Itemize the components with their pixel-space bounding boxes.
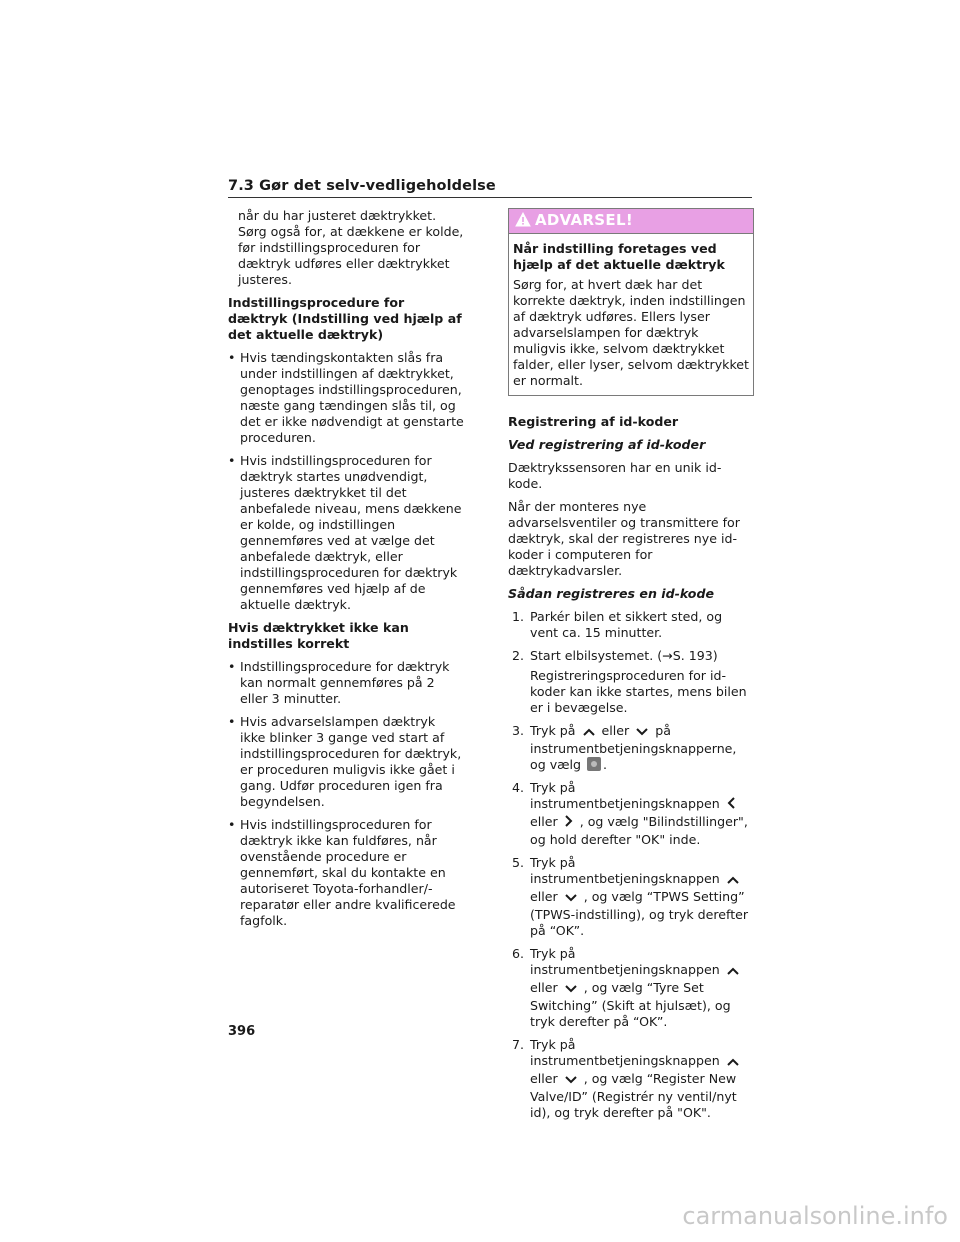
- settings-gear-icon: [587, 757, 601, 771]
- paragraph: Når der monteres nye advarselsventiler og transmittere for dæktryk, skal der registreres nye id-koder i computeren for dæktrykadvarsler.: [508, 499, 740, 578]
- step-text: , og vælg “TPWS Setting” (TPWS-indstilling), og tryk derefter på “OK”.: [530, 889, 749, 938]
- steps-list: [512, 609, 754, 1121]
- step-number: 2.: [512, 648, 525, 663]
- warning-title: Når indstilling foretages ved hjælp af det aktuelle dæktryk: [513, 241, 725, 272]
- bullet-list-1: [228, 350, 464, 613]
- step-text: Start elbilsystemet. (→S. 193): [530, 648, 718, 663]
- step-text: , og vælg "Bilindstillinger", og hold derefter "OK" inde.: [530, 814, 748, 847]
- page-number: 396: [228, 1024, 256, 1039]
- step-text: Parkér bilen et sikkert sted, og vent ca. 15 minutter.: [530, 609, 723, 640]
- step-item: [512, 723, 754, 773]
- chevron-down-icon: [564, 982, 578, 998]
- paragraph: Dæktrykssensoren har en unik id-kode.: [508, 460, 722, 491]
- step-text: .: [603, 757, 608, 772]
- step-text: , og vælg “Tyre Set Switching” (Skift at hjulsæt), og tryk derefter på “OK”.: [530, 980, 731, 1029]
- left-column: [228, 208, 464, 936]
- step-text: Tryk på instrumentbetjeningsknappen: [530, 855, 720, 886]
- list-item: • Hvis indstillingsproceduren for dæktryk ikke kan fuldføres, når ovenstående procedure er gennemført, skal du kontakte en autoriseret Toyota-forhandler/-reparatør eller andre kvalificerede fagfolk.: [228, 817, 464, 929]
- chevron-down-icon: [635, 725, 649, 741]
- chevron-up-icon: [726, 964, 740, 980]
- chevron-up-icon: [726, 1055, 740, 1071]
- step-item: [512, 855, 754, 939]
- step-text: eller: [530, 814, 558, 829]
- step-text: eller: [530, 889, 558, 904]
- list-item: • Hvis indstillingsproceduren for dæktryk startes unødvendigt, justeres dæktrykket til det anbefalede niveau, mens dækkene er kolde, og indstillingen gennemføres ved at vælge det anbefalede dæktryk, eller indstillingsproceduren for dæktryk gennemføres ved hjælp af de aktuelle dæktryk.: [228, 453, 464, 613]
- section-header: 7.3 Gør det selv-vedligeholdelse: [228, 176, 752, 198]
- heading-cannot-set: Hvis dæktrykket ikke kan indstilles korrekt: [228, 620, 409, 651]
- step-item: [512, 609, 754, 641]
- warning-body: [509, 234, 753, 395]
- step-text: Tryk på instrumentbetjeningsknappen: [530, 946, 720, 977]
- step-subtext: Registreringsproceduren for id-koder kan ikke startes, mens bilen er i bevægelse.: [530, 668, 747, 715]
- chevron-left-icon: [726, 796, 736, 814]
- step-text: Tryk på: [530, 723, 576, 738]
- step-text: Tryk på instrumentbetjeningsknappen: [530, 1037, 720, 1068]
- intro-paragraph: når du har justeret dæktrykket. Sørg også for, at dækkene er kolde, før indstillingsproceduren for dæktryk udføres eller dæktrykket justeres.: [238, 208, 464, 287]
- step-text: , og vælg “Register New Valve/ID” (Registrér ny ventil/nyt id), og tryk derefter på "OK".: [530, 1071, 737, 1120]
- chevron-down-icon: [564, 1073, 578, 1089]
- chevron-right-icon: [564, 814, 574, 832]
- warning-text: Sørg for, at hvert dæk har det korrekte dæktryk, inden indstillingen af dæktryk udføres. Ellers lyser advarselslampen for dæktryk muligvis ikke, selvom dæktrykket falder, eller lyser, selvom dæktrykket er normalt.: [513, 277, 749, 388]
- step-item: [512, 946, 754, 1030]
- chevron-up-icon: [726, 873, 740, 889]
- watermark: carmanualsonline.info: [682, 1202, 948, 1230]
- warning-label: ADVARSEL!: [535, 211, 633, 229]
- step-text: eller: [601, 723, 630, 738]
- warning-box: [508, 208, 754, 396]
- step-number: 3.: [512, 723, 525, 738]
- step-text: eller: [530, 1071, 558, 1086]
- step-number: 6.: [512, 946, 525, 961]
- step-number: 5.: [512, 855, 525, 870]
- step-item: [512, 1037, 754, 1121]
- list-item: • Indstillingsprocedure for dæktryk kan normalt gennemføres på 2 eller 3 minutter.: [228, 659, 464, 707]
- step-number: 7.: [512, 1037, 525, 1052]
- chevron-down-icon: [564, 891, 578, 907]
- heading-current-pressure: Indstillingsprocedure for dæktryk (Indstilling ved hjælp af det aktuelle dæktryk): [228, 295, 462, 342]
- subheading-how-to-register: Sådan registreres en id-kode: [508, 586, 715, 601]
- warning-triangle-icon: [515, 212, 531, 232]
- subheading-register-id: Ved registrering af id-koder: [508, 437, 706, 452]
- list-item: • Hvis advarselslampen dæktryk ikke blinker 3 gange ved start af indstillingsproceduren for dæktryk, er proceduren muligvis ikke gået i gang. Udfør proceduren igen fra begyndelsen.: [228, 714, 464, 810]
- heading-register-id: Registrering af id-koder: [508, 414, 679, 429]
- step-text: eller: [530, 980, 558, 995]
- list-item: • Hvis tændingskontakten slås fra under indstillingen af dæktrykket, genoptages indstillingsproceduren, næste gang tændingen slås til, og det er ikke nødvendigt at genstarte proceduren.: [228, 350, 464, 446]
- warning-header: [509, 209, 753, 234]
- step-text: Tryk på instrumentbetjeningsknappen: [530, 780, 720, 811]
- right-column: [508, 208, 754, 1128]
- chevron-up-icon: [582, 725, 596, 741]
- step-number: 1.: [512, 609, 525, 624]
- step-item: [512, 648, 754, 716]
- step-text: på instrumentbetjeningsknapperne, og vælg: [530, 723, 737, 772]
- step-number: 4.: [512, 780, 525, 795]
- bullet-list-2: [228, 659, 464, 929]
- step-item: [512, 780, 754, 848]
